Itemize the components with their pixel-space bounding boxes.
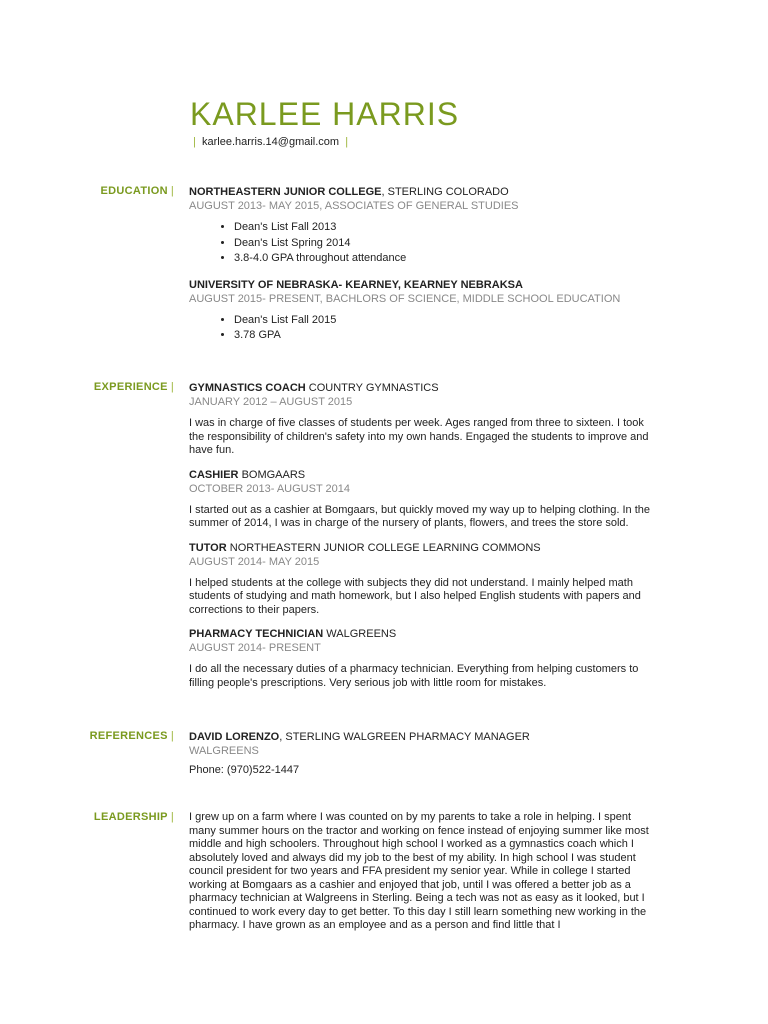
school-detail: AUGUST 2015- PRESENT, BACHLORS OF SCIENCE, MIDDLE SCHOOL EDUCATION — [189, 292, 621, 305]
honors-list — [189, 220, 659, 267]
job-description: I started out as a cashier at Bomgaars, but quickly moved my way up to helping clothing. In the summer of 2014, I was in charge of the nursery of plants, flowers, and trees the store sold. — [189, 503, 651, 529]
contact-line — [193, 136, 348, 148]
job-dates: AUGUST 2014- PRESENT — [189, 642, 321, 654]
section-label-education: EDUCATION | — [100, 185, 174, 197]
job-description: I helped students at the college with subjects they did not understand. I mainly helped math students of studying and math homework, but I also helped English students with papers and corrections to their papers. — [189, 576, 641, 616]
school-title: NORTHEASTERN JUNIOR COLLEGE, STERLING COLORADO — [189, 186, 509, 198]
job-entry — [189, 468, 659, 531]
separator: | — [345, 136, 349, 148]
job-title: PHARMACY TECHNICIAN WALGREENS — [189, 628, 397, 640]
section-label-references: REFERENCES | — [89, 730, 174, 742]
job-entry — [189, 627, 659, 690]
education-entry — [189, 278, 659, 344]
job-dates: AUGUST 2014- MAY 2015 — [189, 555, 320, 568]
list-item: • Dean's List Fall 2015 — [234, 313, 659, 329]
list-item: • Dean's List Spring 2014 — [234, 236, 659, 252]
honors-list — [189, 313, 659, 344]
job-entry — [189, 381, 659, 458]
list-item: • Dean's List Fall 2013 — [234, 220, 659, 236]
job-description: I do all the necessary duties of a pharmacy technician. Everything from helping customers to filling people's prescriptions. Very serious job with little room for mistakes. — [189, 663, 639, 689]
education-entry — [189, 185, 659, 267]
resume-name: KARLEE HARRIS — [190, 96, 460, 132]
list-item: • 3.78 GPA — [234, 328, 659, 344]
job-entry — [189, 541, 659, 618]
leadership-text: I grew up on a farm where I was counted on by my parents to take a role in helping. I spent many summer hours on the tractor and working on fence instead of enjoying summer like most middle and high schoolers. Throughout high school I worked as a gymnastics coach which I absolutely loved and always did my job to the best of my ability. In high school I was student council president for two years and FFA president my senior year. While in college I started working at Bomgaars as a cashier and enjoyed that job, until I was offered a better job as a pharmacy technician at Walgreens in Sterling. Being a tech was not as easy as it looked, but I continued to work every day to get better. To this day I still learn something new working in the pharmacy. I have grown as an employee and as a person and find little that I — [189, 811, 649, 931]
section-label-leadership: LEADERSHIP | — [93, 811, 174, 823]
job-title: TUTOR NORTHEASTERN JUNIOR COLLEGE LEARNING COMMONS — [189, 541, 541, 554]
school-title: UNIVERSITY OF NEBRASKA- KEARNEY, KEARNEY NEBRAKSA — [189, 278, 523, 291]
job-dates: OCTOBER 2013- AUGUST 2014 — [189, 482, 350, 495]
job-title: GYMNASTICS COACH COUNTRY GYMNASTICS — [189, 382, 439, 394]
job-title: CASHIER BOMGAARS — [189, 468, 306, 481]
job-dates: JANUARY 2012 – AUGUST 2015 — [189, 396, 353, 408]
reference-org: WALGREENS — [189, 745, 259, 757]
list-item: • 3.8-4.0 GPA throughout attendance — [234, 251, 659, 267]
email-link[interactable]: karlee.harris.14@gmail.com — [201, 136, 340, 148]
separator: | — [193, 136, 196, 148]
school-detail: AUGUST 2013- MAY 2015, ASSOCIATES OF GENERAL STUDIES — [189, 200, 519, 212]
section-label-experience: EXPERIENCE | — [93, 381, 174, 393]
job-description: I was in charge of five classes of students per week. Ages ranged from three to sixteen. I took the responsibility of children's safety into my own hands. Engaged the students to improve and have fun. — [189, 417, 649, 456]
reference-name: DAVID LORENZO, STERLING WALGREEN PHARMACY MANAGER — [189, 731, 530, 743]
reference-phone: Phone: (970)522-1447 — [189, 764, 300, 776]
